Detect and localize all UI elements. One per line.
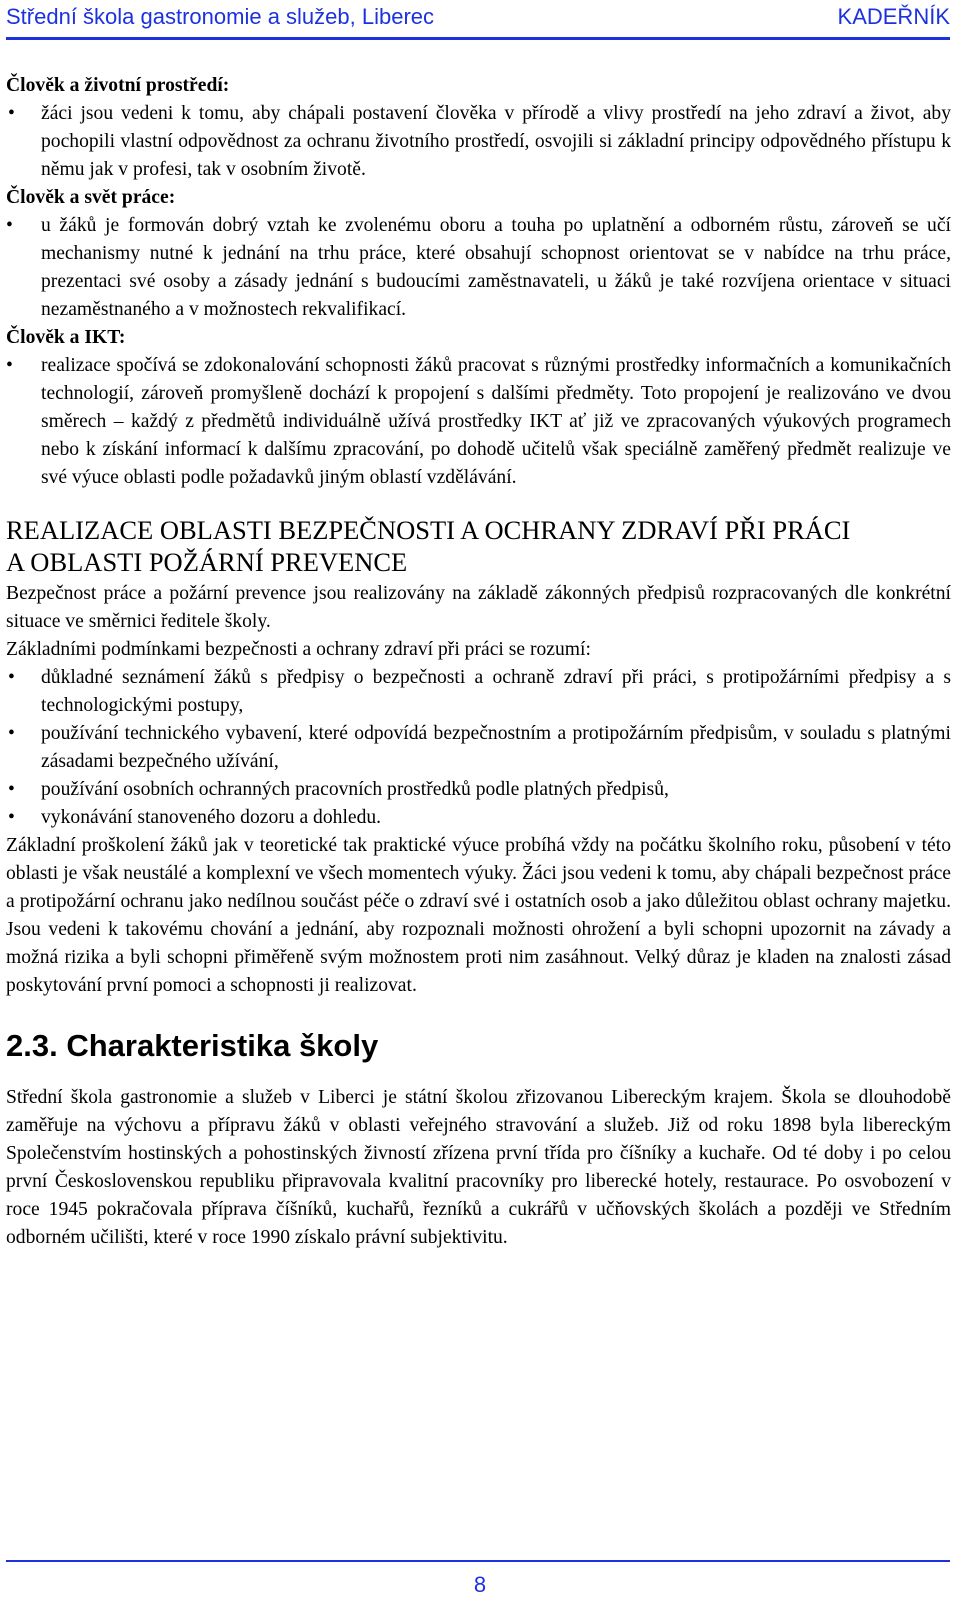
list-item: • žáci jsou vedeni k tomu, aby chápali postavení člověka v přírodě a vlivy prostředí na jeho zdraví a život, aby pochopili vlastní odpovědnost za ochranu životního prostředí, osvojili si základní principy odpovědného přístupu k němu jak v profesi, tak v osobním životě.: [6, 100, 951, 184]
bullet-icon: •: [8, 807, 15, 828]
list-item: • vykonávání stanoveného dozoru a dohledu.: [6, 804, 951, 832]
safety-paragraph-1: Bezpečnost práce a požární prevence jsou realizovány na základě zákonných předpisů rozpracovaných dle konkrétní situace ve směrnici ředitele školy.: [6, 583, 951, 632]
list-item: • realizace spočívá se zdokonalování schopnosti žáků pracovat s různými prostředky informačních a komunikačních technologií, zároveň promyšleně dochází k propojení s dalšími předměty. Toto propojení je realizováno ve dvou směrech – každý z předmětů individuálně užívá prostředky IKT ať již ve zpracovaných výukových programech nebo k získání informací k dalšímu zpracování, po dohodě učitelů však speciálně zaměřený předmět realizuje ve své výuce oblasti podle požadavků jiným oblastí vzdělávání.: [6, 352, 951, 492]
school-heading: 2.3. Charakteristika školy: [6, 1028, 379, 1063]
section-title-environment: Člověk a životní prostředí:: [6, 75, 230, 96]
page-content: [6, 72, 951, 1252]
header-program-name: KADEŘNÍK: [837, 4, 950, 29]
section-title-work: Člověk a svět práce:: [6, 187, 176, 208]
footer-rule: [6, 1560, 950, 1562]
bullet-icon: •: [6, 355, 13, 376]
list-item: • důkladné seznámení žáků s předpisy o bezpečnosti a ochraně zdraví při práci, s protipožárními předpisy a s technologickými postupy,: [6, 664, 951, 720]
safety-heading: REALIZACE OBLASTI BEZPEČNOSTI A OCHRANY ZDRAVÍ PŘI PRÁCI A OBLASTI POŽÁRNÍ PREVENCE: [6, 515, 851, 577]
list-item: • používání osobních ochranných pracovních prostředků podle platných předpisů,: [6, 776, 951, 804]
safety-paragraph-2: Základními podmínkami bezpečnosti a ochrany zdraví při práci se rozumí:: [6, 639, 591, 660]
bullet-list-ikt: [6, 352, 951, 492]
safety-paragraph-3: Základní proškolení žáků jak v teoretické tak praktické výuce probíhá vždy na počátku školního roku, působení v této oblasti je však neustálé a komplexní ve všech momentech výuky. Žáci jsou vedeni k tomu, aby chápali bezpečnost práce a protipožární ochranu jako nedílnou součást péče o zdraví své i ostatních osob a jako důležitou oblast ochrany majetku. Jsou vedeni k takovému chování a jednání, aby rozpoznali možnosti ohrožení a byli schopni upozornit na závady a možná rizika a byli schopni přiměřeně svým možnostem proti nim zasáhnout. Velký důraz je kladen na znalosti zásad poskytování první pomoci a schopnosti ji realizovat.: [6, 835, 951, 996]
school-paragraph: Střední škola gastronomie a služeb v Liberci je státní školou zřizovanou Libereckým krajem. Škola se dlouhodobě zaměřuje na výchovu a přípravu žáků v oblasti veřejného stravování a služeb. Již od roku 1898 byla libereckým Společenstvím hostinských a pohostinských živností zřízena první třída pro číšníky a kuchaře. Od té doby i po celou první Československou republiku připravovala kvalitní pracovníky pro liberecké hotely, restaurace. Po osvobození v roce 1945 pokračovala příprava číšníků, kuchařů, řezníků a cukrářů v učňovských školách a později ve Středním odborném učilišti, které v roce 1990 získalo právní subjektivitu.: [6, 1087, 951, 1248]
list-item: • používání technického vybavení, které odpovídá bezpečnostním a protipožárním předpisům, v souladu s platnými zásadami bezpečného užívání,: [6, 720, 951, 776]
bullet-icon: •: [6, 215, 13, 236]
bullet-icon: •: [8, 103, 15, 124]
page-header: [0, 0, 960, 42]
bullet-icon: •: [8, 723, 15, 744]
bullet-icon: •: [8, 667, 15, 688]
bullet-list-environment: [6, 100, 951, 184]
bullet-icon: •: [8, 779, 15, 800]
section-title-ikt: Člověk a IKT:: [6, 327, 126, 348]
bullet-list-work: [6, 212, 951, 324]
header-school-name: Střední škola gastronomie a služeb, Liberec: [6, 4, 435, 29]
header-rule: [6, 37, 950, 40]
list-item: • u žáků je formován dobrý vztah ke zvolenému oboru a touha po uplatnění a odborném růstu, zároveň se učí mechanismy nutné k jednání na trhu práce, které obsahují schopnost orientovat se v nabídce na trhu práce, prezentaci své osoby a zásady jednání s budoucími zaměstnavateli, u žáků je také rozvíjena orientace v situaci nezaměstnaného a v možnostech rekvalifikací.: [6, 212, 951, 324]
page-number: 8: [473, 1572, 487, 1597]
bullet-list-safety: [6, 664, 951, 832]
